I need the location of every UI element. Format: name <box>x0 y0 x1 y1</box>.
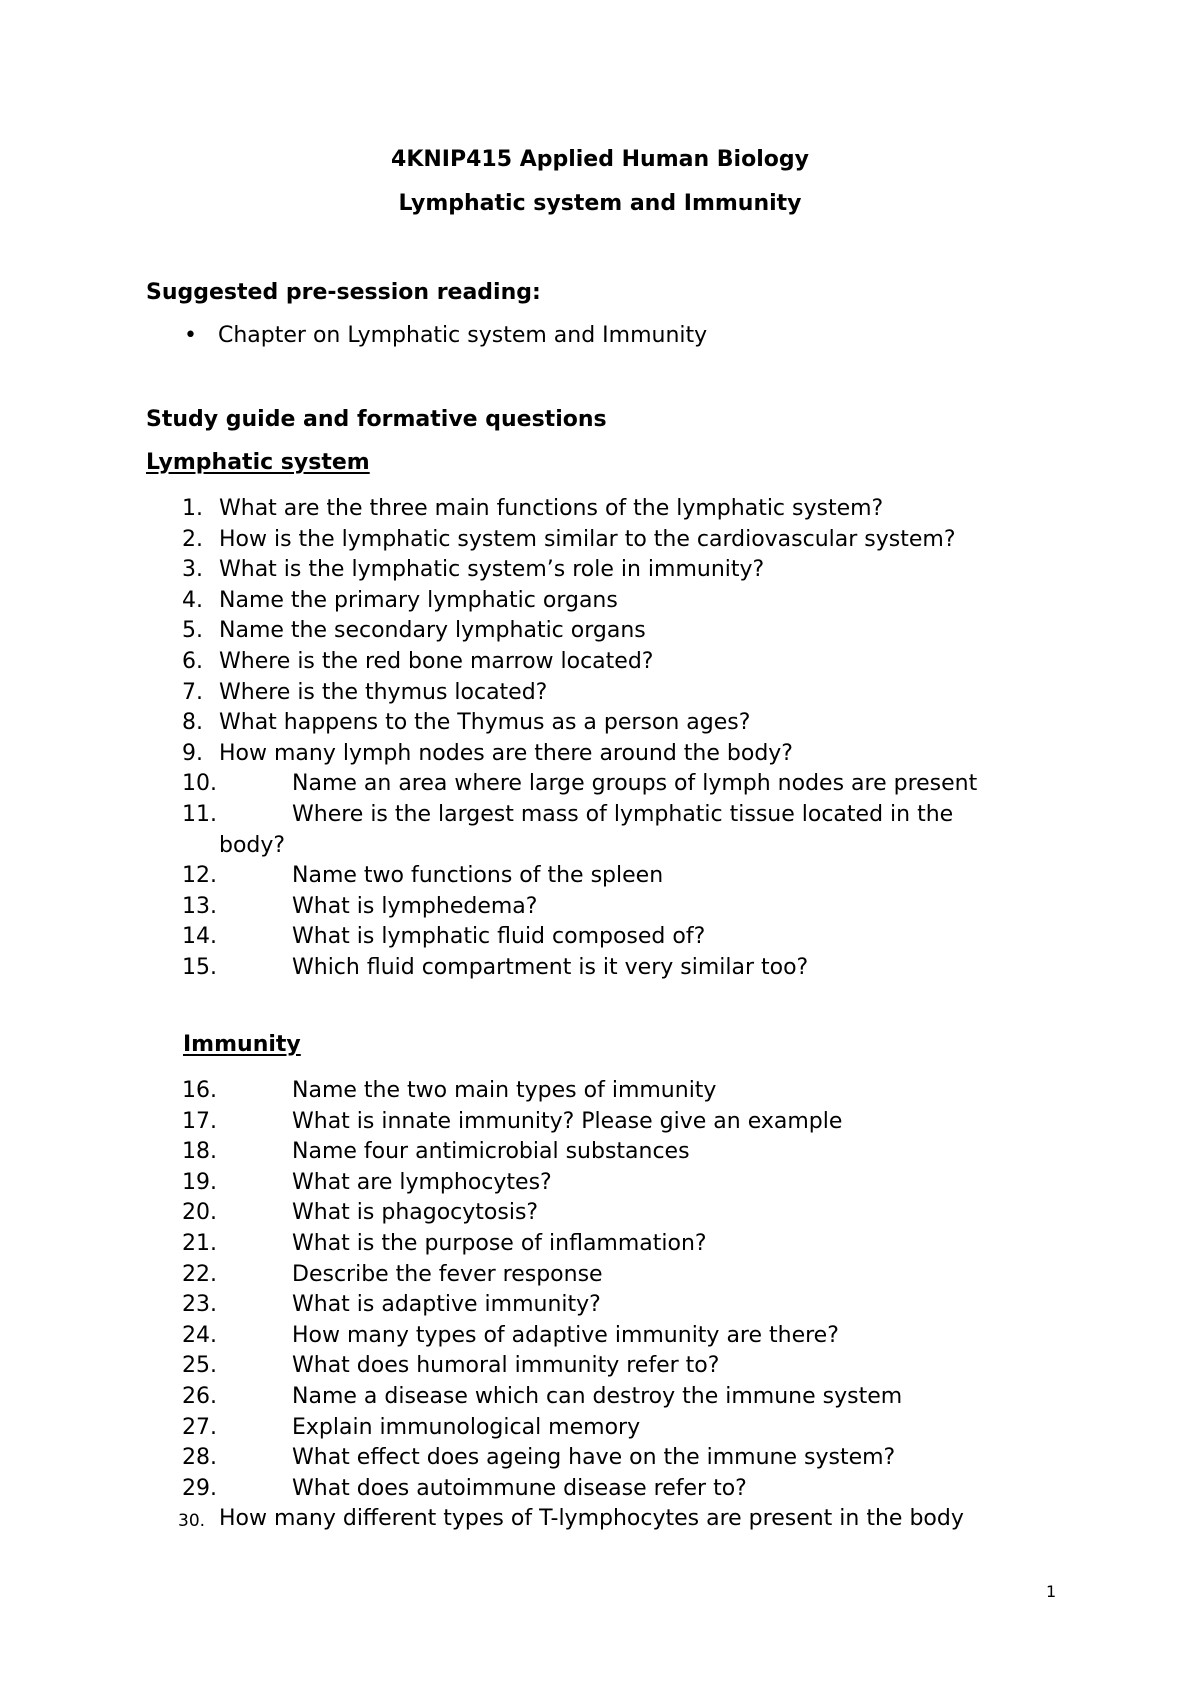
question-item <box>0 1382 1200 1413</box>
question-number: 25. <box>182 1353 217 1379</box>
question-text: How many types of adaptive immunity are there? <box>292 1322 839 1348</box>
question-text: Where is the thymus located? <box>219 679 548 705</box>
question-text: What are the three main functions of the lymphatic system? <box>219 496 884 521</box>
question-number: 19. <box>182 1169 217 1195</box>
question-number: 23. <box>182 1292 217 1318</box>
question-number: 12. <box>182 863 217 889</box>
reading-heading: Suggested pre-session reading: <box>146 280 541 305</box>
study-heading: Study guide and formative questions <box>146 407 607 432</box>
course-title: 4KNIP415 Applied Human Biology <box>391 147 809 172</box>
question-text: How many lymph nodes are there around the body? <box>219 740 793 766</box>
question-item <box>0 1504 1200 1535</box>
question-text: Which fluid compartment is it very similar too? <box>292 954 809 980</box>
question-item <box>0 861 1200 892</box>
question-text: Describe the fever response <box>292 1261 603 1287</box>
question-item <box>0 1198 1200 1229</box>
question-item <box>0 1351 1200 1382</box>
question-number: 16. <box>182 1078 217 1103</box>
question-number: 9. <box>182 740 203 766</box>
question-item <box>0 616 1200 647</box>
question-text: What is the lymphatic system’s role in immunity? <box>219 557 765 583</box>
question-text: Name the secondary lymphatic organs <box>219 618 646 644</box>
question-number: 2. <box>182 526 203 552</box>
question-number: 5. <box>182 618 203 644</box>
question-item <box>0 1290 1200 1321</box>
bullet-icon: • <box>184 323 197 348</box>
question-item <box>0 647 1200 678</box>
question-number: 17. <box>182 1108 217 1134</box>
immunity-question-list <box>0 1076 1200 1535</box>
question-number: 24. <box>182 1322 217 1348</box>
question-text: Where is the largest mass of lymphatic tissue located in the <box>292 801 954 827</box>
question-number: 6. <box>182 648 203 674</box>
question-item <box>0 708 1200 739</box>
question-item <box>0 1474 1200 1505</box>
question-text: How is the lymphatic system similar to the cardiovascular system? <box>219 526 956 552</box>
question-text: What is lymphedema? <box>292 893 538 919</box>
question-number: 18. <box>182 1139 217 1165</box>
question-number: 30. <box>178 1511 206 1532</box>
question-text: Name the two main types of immunity <box>292 1078 717 1103</box>
question-item <box>0 1443 1200 1474</box>
question-number: 14. <box>182 924 217 950</box>
question-text: How many different types of T-lymphocytes are present in the body <box>219 1506 964 1532</box>
question-text: What is lymphatic fluid composed of? <box>292 924 706 950</box>
question-item <box>0 739 1200 770</box>
question-number: 7. <box>182 679 203 705</box>
reading-item-text: Chapter on Lymphatic system and Immunity <box>218 323 708 348</box>
question-item <box>0 892 1200 923</box>
question-number: 21. <box>182 1230 217 1256</box>
question-item <box>0 586 1200 617</box>
question-item <box>0 1229 1200 1260</box>
question-item <box>0 1321 1200 1352</box>
question-text: What happens to the Thymus as a person ages? <box>219 710 751 736</box>
question-number: 4. <box>182 587 203 613</box>
question-text: Name an area where large groups of lymph nodes are present <box>292 771 978 797</box>
question-number: 13. <box>182 893 217 919</box>
question-item <box>0 1076 1200 1107</box>
question-text: What is innate immunity? Please give an example <box>292 1108 843 1134</box>
question-number: 15. <box>182 954 217 980</box>
question-text: What does autoimmune disease refer to? <box>292 1475 747 1501</box>
question-number: 8. <box>182 710 203 736</box>
question-number: 20. <box>182 1200 217 1226</box>
question-number: 3. <box>182 557 203 583</box>
question-item <box>0 769 1200 800</box>
question-text: What is the purpose of inflammation? <box>292 1230 707 1256</box>
question-item <box>0 1260 1200 1291</box>
question-text: Name four antimicrobial substances <box>292 1139 690 1165</box>
question-item <box>0 1137 1200 1168</box>
question-text: What are lymphocytes? <box>292 1169 552 1195</box>
page-number: 1 <box>1046 1582 1057 1601</box>
question-item <box>0 678 1200 709</box>
question-number: 29. <box>182 1475 217 1501</box>
question-item <box>0 555 1200 586</box>
question-number: 11. <box>182 801 217 827</box>
question-text: What effect does ageing have on the immune system? <box>292 1445 896 1471</box>
lymphatic-heading: Lymphatic system <box>146 450 370 475</box>
question-item <box>0 525 1200 556</box>
question-number: 10. <box>182 771 217 797</box>
question-item <box>0 953 1200 984</box>
topic-title: Lymphatic system and Immunity <box>398 191 802 216</box>
question-text-continued: body? <box>219 832 286 858</box>
question-item <box>0 1413 1200 1444</box>
question-item <box>0 1107 1200 1138</box>
immunity-heading: Immunity <box>183 1032 301 1057</box>
question-number: 1. <box>182 496 203 521</box>
question-item <box>0 800 1200 861</box>
question-item <box>0 1168 1200 1199</box>
question-text: What is adaptive immunity? <box>292 1292 601 1318</box>
question-number: 26. <box>182 1383 217 1409</box>
lymphatic-question-list <box>0 494 1200 984</box>
question-item <box>0 922 1200 953</box>
question-text: What does humoral immunity refer to? <box>292 1353 720 1379</box>
question-text: Name a disease which can destroy the immune system <box>292 1383 903 1409</box>
question-text: Name two functions of the spleen <box>292 863 664 889</box>
question-number: 27. <box>182 1414 217 1440</box>
question-number: 28. <box>182 1445 217 1471</box>
question-item <box>0 494 1200 525</box>
question-text: What is phagocytosis? <box>292 1200 539 1226</box>
question-text: Name the primary lymphatic organs <box>219 587 618 613</box>
question-number: 22. <box>182 1261 217 1287</box>
question-text: Explain immunological memory <box>292 1414 641 1440</box>
question-text: Where is the red bone marrow located? <box>219 648 654 674</box>
